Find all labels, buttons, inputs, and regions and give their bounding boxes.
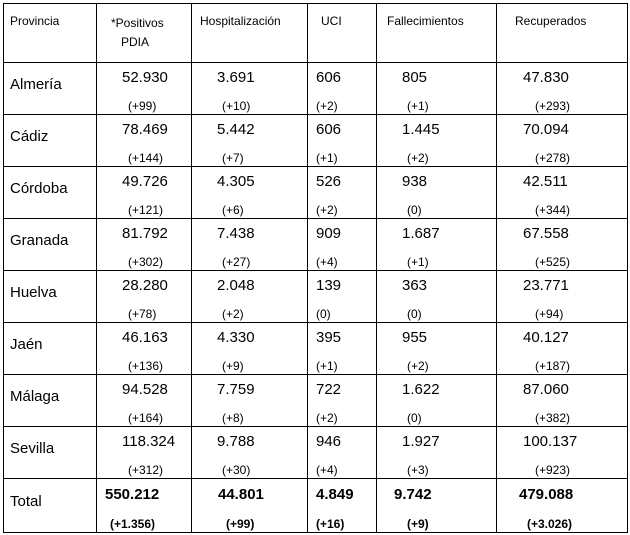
positivos-value: 78.469 <box>122 121 168 138</box>
hospitalizacion-cell <box>192 219 308 271</box>
hospitalizacion-cell <box>192 375 308 427</box>
recuperados-change: (+525) <box>535 255 571 269</box>
positivos-change: (+99) <box>128 99 157 113</box>
recuperados-change: (+382) <box>535 411 571 425</box>
fallecimientos-change: (+9) <box>407 517 429 531</box>
recuperados-change: (+187) <box>535 359 571 373</box>
fallecimientos-value: 363 <box>402 277 428 294</box>
positivos-value: 28.280 <box>122 277 168 294</box>
header-fallecimientos: Fallecimientos <box>377 4 497 63</box>
recuperados-change: (+344) <box>535 203 571 217</box>
fallecimientos-change: (+2) <box>407 359 429 373</box>
fallecimientos-change: (0) <box>407 203 422 217</box>
hospitalizacion-change: (+6) <box>222 203 244 217</box>
fallecimientos-value: 938 <box>402 173 428 190</box>
recuperados-value: 47.830 <box>523 69 569 86</box>
recuperados-cell <box>497 115 628 167</box>
recuperados-cell <box>497 427 628 479</box>
positivos-cell <box>97 219 192 271</box>
province-name: Sevilla <box>4 427 97 479</box>
hospitalizacion-value: 7.759 <box>217 381 255 398</box>
province-name: Jaén <box>4 323 97 375</box>
positivos-change: (+312) <box>128 463 164 477</box>
fallecimientos-change: (0) <box>407 411 422 425</box>
positivos-change: (+302) <box>128 255 164 269</box>
hospitalizacion-cell <box>192 479 308 533</box>
province-name: Cádiz <box>4 115 97 167</box>
positivos-change: (+121) <box>128 203 164 217</box>
uci-value: 4.849 <box>316 486 354 503</box>
recuperados-cell <box>497 63 628 115</box>
province-name: Málaga <box>4 375 97 427</box>
uci-change: (+2) <box>316 99 338 113</box>
uci-value: 722 <box>316 381 342 398</box>
table-row <box>4 271 628 323</box>
hospitalizacion-change: (+9) <box>222 359 244 373</box>
uci-change: (+4) <box>316 463 338 477</box>
uci-value: 139 <box>316 277 342 294</box>
fallecimientos-cell <box>377 375 497 427</box>
total-row <box>4 479 628 533</box>
uci-cell <box>308 479 377 533</box>
fallecimientos-cell <box>377 167 497 219</box>
recuperados-value: 70.094 <box>523 121 569 138</box>
uci-cell <box>308 167 377 219</box>
positivos-value: 550.212 <box>105 486 160 503</box>
uci-change: (+1) <box>316 359 338 373</box>
positivos-change: (+164) <box>128 411 164 425</box>
positivos-value: 94.528 <box>122 381 168 398</box>
recuperados-value: 67.558 <box>523 225 569 242</box>
recuperados-cell <box>497 219 628 271</box>
recuperados-cell <box>497 271 628 323</box>
header-recuperados: Recuperados <box>497 4 628 63</box>
hospitalizacion-change: (+10) <box>222 99 251 113</box>
fallecimientos-cell <box>377 323 497 375</box>
fallecimientos-change: (+3) <box>407 463 429 477</box>
positivos-cell <box>97 167 192 219</box>
header-positivos <box>97 4 192 63</box>
fallecimientos-value: 1.445 <box>402 121 440 138</box>
hospitalizacion-change: (+30) <box>222 463 251 477</box>
hospitalizacion-value: 2.048 <box>217 277 255 294</box>
recuperados-change: (+3.026) <box>527 517 573 531</box>
fallecimientos-value: 1.622 <box>402 381 440 398</box>
uci-change: (+16) <box>316 517 345 531</box>
hospitalizacion-change: (+8) <box>222 411 244 425</box>
fallecimientos-cell <box>377 63 497 115</box>
fallecimientos-value: 1.927 <box>402 433 440 450</box>
hospitalizacion-cell <box>192 115 308 167</box>
province-name: Córdoba <box>4 167 97 219</box>
hospitalizacion-change: (+2) <box>222 307 244 321</box>
uci-change: (+2) <box>316 203 338 217</box>
header-uci: UCI <box>308 4 377 63</box>
recuperados-value: 42.511 <box>523 173 568 190</box>
positivos-change: (+78) <box>128 307 157 321</box>
positivos-cell <box>97 375 192 427</box>
header-positivos-line1: *Positivos <box>111 16 164 30</box>
recuperados-cell <box>497 167 628 219</box>
uci-value: 909 <box>316 225 342 242</box>
fallecimientos-cell <box>377 271 497 323</box>
recuperados-cell <box>497 323 628 375</box>
fallecimientos-cell <box>377 427 497 479</box>
uci-cell <box>308 427 377 479</box>
hospitalizacion-value: 3.691 <box>217 69 255 86</box>
uci-cell <box>308 375 377 427</box>
hospitalizacion-value: 44.801 <box>218 486 264 503</box>
recuperados-change: (+94) <box>535 307 564 321</box>
fallecimientos-change: (+1) <box>407 255 429 269</box>
uci-change: (0) <box>316 307 331 321</box>
table-row <box>4 167 628 219</box>
province-name: Huelva <box>4 271 97 323</box>
hospitalizacion-value: 5.442 <box>217 121 255 138</box>
hospitalizacion-change: (+27) <box>222 255 251 269</box>
province-name: Almería <box>4 63 97 115</box>
positivos-value: 81.792 <box>122 225 168 242</box>
hospitalizacion-change: (+99) <box>226 517 255 531</box>
uci-change: (+4) <box>316 255 338 269</box>
header-provincia: Provincia <box>4 4 97 63</box>
uci-cell <box>308 63 377 115</box>
province-name: Granada <box>4 219 97 271</box>
uci-cell <box>308 219 377 271</box>
fallecimientos-change: (+1) <box>407 99 429 113</box>
hospitalizacion-value: 9.788 <box>217 433 255 450</box>
fallecimientos-value: 9.742 <box>394 486 432 503</box>
recuperados-change: (+293) <box>535 99 571 113</box>
positivos-value: 52.930 <box>122 69 168 86</box>
recuperados-value: 479.088 <box>519 486 574 503</box>
recuperados-cell <box>497 479 628 533</box>
hospitalizacion-cell <box>192 167 308 219</box>
covid-andalucia-table <box>3 3 628 533</box>
recuperados-value: 87.060 <box>523 381 569 398</box>
hospitalizacion-change: (+7) <box>222 151 244 165</box>
hospitalizacion-cell <box>192 63 308 115</box>
table-row <box>4 115 628 167</box>
recuperados-value: 23.771 <box>523 277 569 294</box>
fallecimientos-cell <box>377 479 497 533</box>
uci-cell <box>308 323 377 375</box>
uci-value: 606 <box>316 69 342 86</box>
positivos-change: (+144) <box>128 151 164 165</box>
province-name: Total <box>4 479 97 533</box>
table-row <box>4 63 628 115</box>
positivos-change: (+136) <box>128 359 164 373</box>
hospitalizacion-cell <box>192 271 308 323</box>
table-row <box>4 375 628 427</box>
positivos-value: 118.324 <box>122 433 176 450</box>
positivos-cell <box>97 63 192 115</box>
table-row <box>4 427 628 479</box>
positivos-cell <box>97 479 192 533</box>
hospitalizacion-value: 7.438 <box>217 225 255 242</box>
positivos-change: (+1.356) <box>110 517 156 531</box>
uci-change: (+1) <box>316 151 338 165</box>
recuperados-cell <box>497 375 628 427</box>
fallecimientos-value: 1.687 <box>402 225 440 242</box>
positivos-cell <box>97 115 192 167</box>
uci-cell <box>308 115 377 167</box>
uci-value: 395 <box>316 329 342 346</box>
recuperados-change: (+278) <box>535 151 571 165</box>
fallecimientos-value: 955 <box>402 329 428 346</box>
recuperados-value: 40.127 <box>523 329 569 346</box>
positivos-value: 46.163 <box>122 329 168 346</box>
fallecimientos-change: (0) <box>407 307 422 321</box>
uci-value: 946 <box>316 433 342 450</box>
positivos-cell <box>97 323 192 375</box>
uci-value: 526 <box>316 173 342 190</box>
hospitalizacion-value: 4.330 <box>217 329 255 346</box>
header-row <box>4 4 628 63</box>
fallecimientos-value: 805 <box>402 69 428 86</box>
positivos-value: 49.726 <box>122 173 168 190</box>
recuperados-change: (+923) <box>535 463 571 477</box>
uci-cell <box>308 271 377 323</box>
fallecimientos-cell <box>377 219 497 271</box>
positivos-cell <box>97 271 192 323</box>
hospitalizacion-cell <box>192 323 308 375</box>
hospitalizacion-cell <box>192 427 308 479</box>
table-row <box>4 323 628 375</box>
table-row <box>4 219 628 271</box>
recuperados-value: 100.137 <box>523 433 578 450</box>
header-hospitalizacion: Hospitalización <box>192 4 308 63</box>
positivos-cell <box>97 427 192 479</box>
fallecimientos-cell <box>377 115 497 167</box>
uci-change: (+2) <box>316 411 338 425</box>
uci-value: 606 <box>316 121 342 138</box>
header-positivos-line2: PDIA <box>121 35 150 49</box>
hospitalizacion-value: 4.305 <box>217 173 255 190</box>
fallecimientos-change: (+2) <box>407 151 429 165</box>
